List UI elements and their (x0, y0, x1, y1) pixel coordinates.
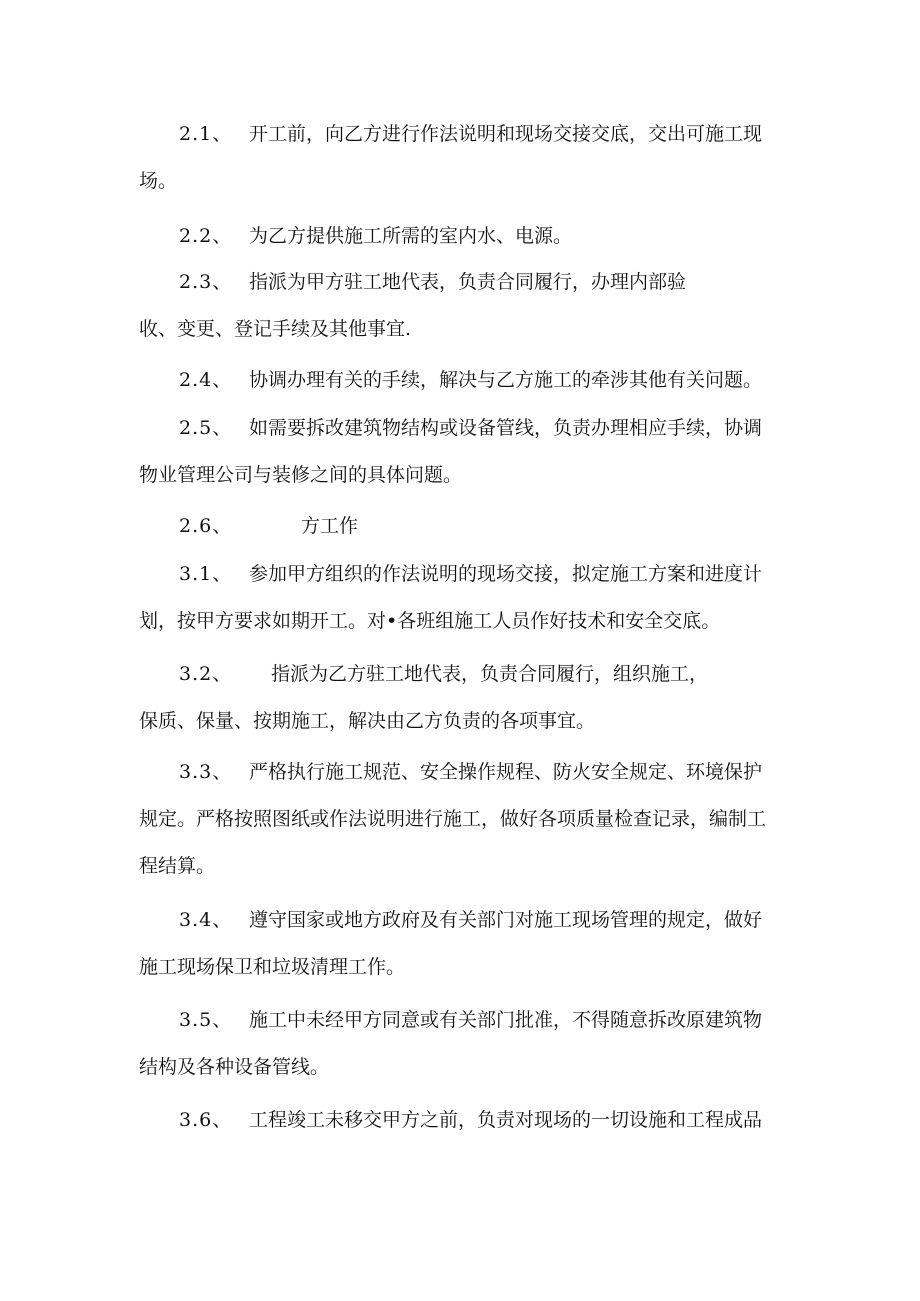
clause-number: 2.3、 (179, 271, 233, 293)
clause-text-continued: 划，按甲方要求如期开工。对•各班组施工人员作好技术和安全交底。 (139, 610, 721, 632)
clause-number: 3.1、 (179, 563, 233, 585)
clause-2-3 (139, 259, 789, 353)
clause-number: 2.2、 (179, 225, 233, 247)
clause-number: 3.4、 (179, 909, 233, 931)
clause-number: 3.5、 (179, 1009, 233, 1031)
clause-text-continued: 规定。严格按照图纸或作法说明进行施工，做好各项质量检查记录，编制工 (139, 808, 767, 830)
clause-number: 3.3、 (179, 761, 233, 783)
clause-text-continued: 保质、保量、按期施工，解决由乙方负责的各项事宜。 (139, 710, 596, 732)
clause-2-6 (139, 503, 789, 550)
clause-text-continued: 结构及各种设备管线。 (139, 1056, 330, 1078)
clause-3-1 (139, 551, 789, 645)
clause-text-continued: 收、变更、登记手续及其他事宜. (139, 318, 412, 340)
clause-text: 工程竣工未移交甲方之前，负责对现场的一切设施和工程成品 (249, 1109, 763, 1131)
clause-text: 如需要拆改建筑物结构或设备管线，负责办理相应手续，协调 (249, 417, 763, 439)
clause-text-continued: 施工现场保卫和垃圾清理工作。 (139, 956, 406, 978)
clause-3-3 (139, 749, 789, 890)
clause-number: 2.4、 (179, 369, 233, 391)
clause-text: 为乙方提供施工所需的室内水、电源。 (249, 225, 573, 247)
clause-text-continued: 场。 (139, 170, 178, 192)
clause-2-1 (139, 111, 789, 205)
clause-text-continued: 程结算。 (139, 855, 216, 877)
clause-number: 2.6、 (179, 515, 233, 537)
clause-text: 施工中未经甲方同意或有关部门批准，不得随意拆改原建筑物 (249, 1009, 763, 1031)
clause-number: 2.5、 (179, 417, 233, 439)
clause-number: 2.1、 (179, 123, 233, 145)
clause-3-4 (139, 897, 789, 991)
clause-text: 参加甲方组织的作法说明的现场交接，拟定施工方案和进度计 (249, 563, 763, 585)
clause-3-6 (139, 1097, 789, 1144)
clause-2-4 (139, 357, 789, 404)
clause-text: 遵守国家或地方政府及有关部门对施工现场管理的规定，做好 (249, 909, 763, 931)
clause-text: 开工前，向乙方进行作法说明和现场交接交底，交出可施工现 (249, 123, 763, 145)
clause-text-continued: 物业管理公司与装修之间的具体问题。 (139, 464, 463, 486)
clause-3-5 (139, 997, 789, 1091)
clause-text: 严格执行施工规范、安全操作规程、防火安全规定、环境保护 (249, 761, 763, 783)
clause-2-2 (139, 213, 789, 260)
clause-text: 协调办理有关的手续，解决与乙方施工的牵涉其他有关问题。 (249, 369, 763, 391)
clause-3-2 (139, 651, 789, 745)
clause-text: 指派为乙方驻工地代表，负责合同履行，组织施工， (271, 663, 709, 685)
clause-2-5 (139, 405, 789, 499)
clause-text: 指派为甲方驻工地代表，负责合同履行，办理内部验 (249, 271, 687, 293)
clause-text: 方工作 (301, 515, 359, 537)
clause-number: 3.2、 (179, 663, 233, 685)
clause-number: 3.6、 (179, 1109, 233, 1131)
